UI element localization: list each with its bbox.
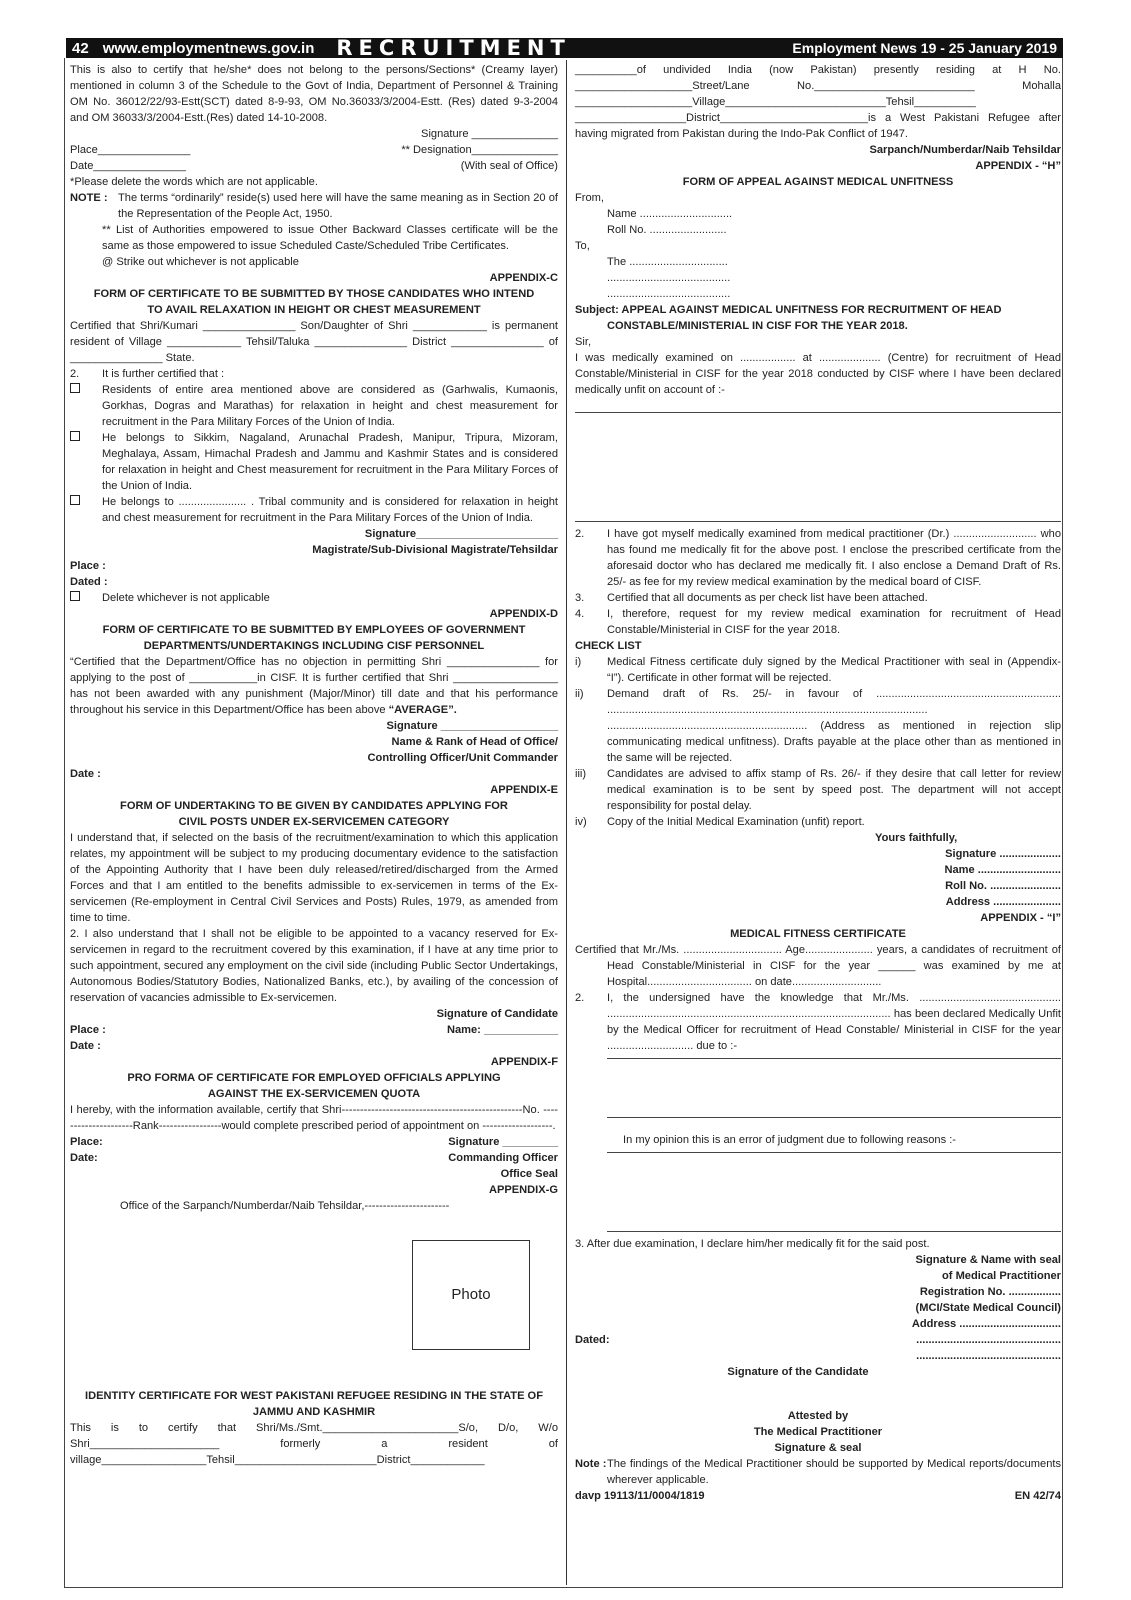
issue-date: Employment News 19 - 25 January 2019 [792, 40, 1057, 56]
place-line: Place_______________ [70, 144, 191, 156]
delete-note: *Please delete the words which are not applicable. [70, 176, 318, 188]
note-3: @ Strike out whichever is not applicable [102, 256, 299, 268]
appendix-c-dated: Dated : [70, 576, 108, 588]
en-code: EN 42/74 [1014, 1490, 1061, 1502]
dated-label: Dated: [575, 1334, 610, 1346]
appendix-e-label: APPENDIX-E [490, 784, 558, 796]
appendix-c-body: Certified that Shri/Kumari _______________ Son/Daughter of Shri ____________ is permanent resident of Village ____________ Tehsil/Taluka _______________ District _______________ of _______________ State. [70, 320, 558, 364]
closing-roll-no: Roll No. ....................... [945, 880, 1061, 892]
appendix-f-commanding-officer: Commanding Officer [448, 1152, 558, 1164]
checklist-heading: CHECK LIST [575, 640, 642, 652]
practitioner-address: Address ................................. [911, 1318, 1061, 1330]
appendix-d-label: APPENDIX-D [489, 608, 558, 620]
section-title: RECRUITMENT [336, 36, 571, 60]
yours-faithfully: Yours faithfully, [875, 832, 958, 844]
appendix-c-label: APPENDIX-C [489, 272, 558, 284]
appendix-f-place: Place: [70, 1136, 103, 1148]
checklist-item-3: Candidates are advised to affix stamp of Rs. 26/- if they desire that call letter for review medical examination is to be sent by speed post. The department will not accept responsibility for postal delay. [607, 768, 1061, 812]
appeal-para-3: Certified that all documents as per check list have been attached. [607, 592, 928, 604]
appendix-f-title: PRO FORMA OF CERTIFICATE FOR EMPLOYED OFFICIALS APPLYING AGAINST THE EX-SERVICEMEN QUOTA [127, 1072, 501, 1100]
council-label: (MCI/State Medical Council) [915, 1302, 1061, 1314]
closing-signature: Signature .................... [945, 848, 1061, 860]
identity-certificate-title: IDENTITY CERTIFICATE FOR WEST PAKISTANI REFUGEE RESIDING IN THE STATE OF JAMMU AND KASHMIR [85, 1390, 543, 1418]
dated-line-2: ............................................... [916, 1350, 1061, 1362]
note-label: NOTE : [70, 192, 108, 204]
registration-no: Registration No. ................. [919, 1286, 1061, 1298]
from-name: Name .............................. [607, 208, 733, 220]
appendix-d-controlling: Controlling Officer/Unit Commander [367, 752, 558, 764]
website-link[interactable]: www.employmentnews.gov.in [102, 39, 315, 57]
date-line: Date_______________ [70, 160, 186, 172]
appendix-e-name: Name: ____________ [446, 1024, 558, 1036]
appendix-c-signature: Signature_______________________ [364, 528, 558, 540]
appendix-c-item-3: He belongs to ...................... . Tribal community and is considered for relaxation in height and chest measurement for recruitment in the Para Military Forces of the Union of India. [102, 496, 558, 524]
appendix-f-body: I hereby, with the information available, certify that Shri-------------------------------------------------No. ---------------------Rank-----------------would complete prescribed period of appointment on -------------------. [70, 1104, 558, 1132]
identity-certificate-body: This is to certify that Shri/Ms./Smt.______________________S/o, D/o, W/o Shri_____________________ formerly a resident of village_________________Tehsil_______________________District____________ [70, 1422, 558, 1466]
opinion-line: In my opinion this is an error of judgment due to following reasons :- [623, 1134, 956, 1146]
appendix-e-para-2: 2. I also understand that I shall not be eligible to be appointed to a vacancy reserved for Ex-servicemen in regard to the recruitment covered by this examination, if I have at any time prior to such appointment, secured any employment on the civil side (including Public Sector Undertakings, Autonomous Bodies/Statutory Bodies, Nationalized Banks, etc.), by availing of the concession of reservation of vacancies admissible to Ex-servicemen. [70, 928, 558, 1004]
appendix-h-label: APPENDIX - “H” [975, 160, 1061, 172]
appendix-g-label: APPENDIX-G [488, 1184, 558, 1196]
left-column: This is also to certify that he/she* does not belong to the persons/Sections* (Creamy layer) mentioned in column 3 of the Schedule to the Govt of India, Department of Personnel & Training OM No. 36012/22/93-Estt(SCT) dated 8-9-93, OM No.36033/3/2004-Estt. (Res) dated 9-3-2004 and OM 36033/3/2004-Estt.(Res) dated 14-10-2008. Signature ______________ Place_______________ ** Designation______________ Date_______________ (With seal of Office) *Please delete the words which are not applicable. NOTE : The terms “ordinarily” reside(s) used here will have the same meaning as in Section 20 of the Representation of the People Act, 1950. ** List of Authorities empowered to issue Other Backward Classes certificate will be the same as those empowered to issue Scheduled Caste/Scheduled Tribe Certificates. @ Strike out whichever is not applicable APPENDIX-C FORM OF CERTIFICATE TO BE SUBMITTED BY THOSE CANDIDATES WHO INTEND TO AVAIL RELAXATION IN HEIGHT OR CHEST MEASUREMENT Certified that Shri/Kumari _______________ Son/Daughter of Shri ____________ is permanent resident of Village ____________ Tehsil/Taluka _______________ District _______________ of _______________ State. 2. It is further certified that : Residents of entire area mentioned above are considered as (Garhwalis, Kumaonis, Gorkhas, Dogras and Marathas) for relaxation in height and chest measurement for recruitment in the Para Military Forces of the Union of India. He belongs to Sikkim, Nagaland, Arunachal Pradesh, Manipur, Tripura, Mizoram, Meghalaya, Assam, Himachal Pradesh and Jammu and Kashmir States and is considered for relaxation in height and Chest measurement for recruitment in the Para Military Forces of the Union of India. He belongs to ...................... . Tribal community and is considered for relaxation in height and chest measurement for recruitment in the Para Military Forces of the Union of India. Signature_______________________ Magistrate/Sub-Divisional Magistrate/Tehsildar Place : Dated : Delete whichever is not applicable APPENDIX-D FORM OF CERTIFICATE TO BE SUBMITTED BY EMPLOYEES OF GOVERNMENT DEPARTMENTS/UNDERTAKINGS INCLUDING CISF PERSONNEL “Certified that the Department/Office has no objection in permitting Shri _______________ for applying to the post of ___________in CISF. It is further certified that Shri _________________ has not been awarded with any punishment (Major/Minor) till date and that his performance throughout his service in this Department/Office has been above “AVERAGE”. Signature ___________________ Name & Rank of Head of Office/ Controlling Officer/Unit Commander Date : APPENDIX-E FORM OF UNDERTAKING TO BE GIVEN BY CANDIDATES APPLYING FOR CIVIL POSTS UNDER EX-SERVICEMEN CATEGORY I understand that, if selected on the basis of the recruitment/examination to which this application relates, my appointment will be subject to my producing documentary evidence to the satisfaction of the Appointing Authority that I have been duly released/retired/discharged from the Armed Forces and that I am entitled to the benefits admissible to ex-servicemen in terms of the Ex-servicemen (Re-employment in Central Civil Services and Posts) Rules, 1979, as amended from time to time. 2. I also understand that I shall not be eligible to be appointed to a vacancy reserved for Ex-servicemen in regard to the recruitment covered by this examination, if I have at any time prior to such appointment, secured any employment on the civil side (including Public Sector Undertakings, Autonomous Bodies/Statutory Bodies, Nationalized Banks, etc.), by availing of the concession of reservation of vacancies admissible to Ex-servicemen. Signature of Candidate Place : Name: ____________ Date : APPENDIX-F PRO FORMA OF CERTIFICATE FOR EMPLOYED OFFICIALS APPLYING AGAINST THE EX-SERVICEMEN QUOTA I hereby, with the information available, certify that Shri-------------------------------------------------No. ---------------------Rank-----------------would complete prescribed period of appointment on -------------------. Place: Signature _________ Date: Commanding Officer Office Seal APPENDIX-G Office of the Sarpanch/Numberdar/Naib Tehsildar,----------------------- Photo IDENTITY CERTIFICATE FOR WEST PAKISTANI REFUGEE RESIDING IN THE STATE OF JAMMU AND KASHMIR This is to certify that Shri/Ms./Smt.______________________S/o, D/o, W/o Shri_____________________ formerly a resident of village_________________Tehsil_______________________District____________ [70, 64, 558, 1466]
appendix-e-date: Date : [70, 1040, 101, 1052]
appendix-d-title: FORM OF CERTIFICATE TO BE SUBMITTED BY EMPLOYEES OF GOVERNMENT DEPARTMENTS/UNDERTAKINGS INCLUDING CISF PERSONNEL [102, 624, 526, 652]
appendix-g-office: Office of the Sarpanch/Numberdar/Naib Tehsildar,----------------------- [120, 1200, 450, 1212]
appendix-c-magistrate: Magistrate/Sub-Divisional Magistrate/Tehsildar [312, 544, 558, 556]
to-label: To, [575, 240, 590, 252]
designation-line: ** Designation______________ [401, 144, 558, 156]
closing-name: Name ........................... [944, 864, 1061, 876]
medical-cert-para-2: I, the undersigned have the knowledge that Mr./Ms. .............................................. ............................................................................................ has been declared Medically Unfit by the Medical Officer for recruitment of Head Constable/ Ministerial in CISF for the year ............................ due to :- [607, 992, 1061, 1052]
appendix-h-title: FORM OF APPEAL AGAINST MEDICAL UNFITNESS [682, 176, 954, 188]
appeal-para-2: I have got myself medically examined from medical practitioner (Dr.) ........................... who has found me medically fit for the above post. I enclose the prescribed certificate from the aforesaid doctor who has declared me medically fit. I also enclose a Demand Draft of Rs. 25/- as fee for my review medical examination by the medical board of CISF. [607, 528, 1061, 588]
dated-line-1: ............................................... [916, 1334, 1061, 1346]
attesting-signature: Signature & seal [774, 1442, 862, 1454]
to-the: The ................................ [607, 256, 728, 268]
signature-line: Signature ______________ [421, 128, 558, 140]
appendix-d-date: Date : [70, 768, 101, 780]
appendix-c-further: It is further certified that : [102, 368, 225, 380]
appeal-body: I was medically examined on .................. at .................... (Centre) for recruitment of Head Constable/Ministerial in CISF for the year 2018 conducted by CISF where I have been declared medically unfit on account of :- [575, 352, 1061, 396]
appendix-i-label: APPENDIX - “I” [980, 912, 1061, 924]
creamy-layer-text: This is also to certify that he/she* does not belong to the persons/Sections* (Creamy layer) mentioned in column 3 of the Schedule to the Govt of India, Department of Personnel & Training OM No. 36012/22/93-Estt(SCT) dated 8-9-93, OM No.36033/3/2004-Estt. (Res) dated 9-3-2004 and OM 36033/3/2004-Estt.(Res) dated 14-10-2008. [70, 64, 558, 124]
note-2: ** List of Authorities empowered to issue Other Backward Classes certificate will be the same as those empowered to issue Scheduled Caste/Scheduled Tribe Certificates. [102, 224, 558, 252]
from-label: From, [575, 192, 604, 204]
checklist-item-1: Medical Fitness certificate duly signed by the Medical Practitioner with seal in (Appendix- “I”). Certificate in other format will be rejected. [607, 656, 1061, 684]
attested-by: Attested by [787, 1410, 849, 1422]
appendix-c-delete: Delete whichever is not applicable [102, 592, 270, 604]
medical-cert-para-1: Certified that Mr./Ms. ................................ Age...................... years, a candidates of recruitment of Head Constable/Ministerial in CISF for the year ______ was examined by me at Hospital.................................. on date............................. [575, 944, 1061, 988]
page-number: 42 [72, 39, 89, 57]
salutation: Sir, [575, 336, 592, 348]
appendix-e-title: FORM OF UNDERTAKING TO BE GIVEN BY CANDIDATES APPLYING FOR CIVIL POSTS UNDER EX-SERVICEMEN CATEGORY [120, 800, 508, 828]
appendix-c-title: FORM OF CERTIFICATE TO BE SUBMITTED BY THOSE CANDIDATES WHO INTEND TO AVAIL RELAXATION IN HEIGHT OR CHEST MEASUREMENT [93, 288, 535, 316]
subject-line: Subject: APPEAL AGAINST MEDICAL UNFITNESS FOR RECRUITMENT OF HEAD CONSTABLE/MINISTERIAL IN CISF FOR THE YEAR 2018. [575, 304, 1002, 332]
checkbox-icon [70, 495, 80, 505]
attesting-practitioner: The Medical Practitioner [753, 1426, 883, 1438]
checkbox-icon [70, 383, 80, 393]
page-header [66, 38, 1063, 58]
appendix-f-signature: Signature _________ [448, 1136, 558, 1148]
appendix-c-place: Place : [70, 560, 106, 572]
seal-note: (With seal of Office) [460, 160, 558, 172]
declaration-line: 3. After due examination, I declare him/her medically fit for the said post. [575, 1238, 930, 1250]
closing-address: Address ...................... [945, 896, 1061, 908]
checklist-item-4: Copy of the Initial Medical Examination (unfit) report. [607, 816, 865, 828]
davp-code: davp 19113/11/0004/1819 [575, 1490, 705, 1502]
appendix-c-item-2: He belongs to Sikkim, Nagaland, Arunachal Pradesh, Manipur, Tripura, Mizoram, Meghalaya, Assam, Himachal Pradesh and Jammu and Kashmir States and is considered for relaxation in height and Chest measurement for recruitment in the Para Military Forces of the Union of India. [102, 432, 558, 492]
checkbox-icon [70, 591, 80, 601]
to-line-1: ........................................ [607, 272, 731, 284]
appendix-c-item-1: Residents of entire area mentioned above are considered as (Garhwalis, Kumaonis, Gorkhas, Dogras and Marathas) for relaxation in height and chest measurement for recruitment in the Para Military Forces of the Union of India. [102, 384, 558, 428]
appendix-i-title: MEDICAL FITNESS CERTIFICATE [730, 928, 906, 940]
appendix-f-seal: Office Seal [500, 1168, 558, 1180]
final-note: The findings of the Medical Practitioner should be supported by Medical reports/documents wherever applicable. [607, 1458, 1061, 1486]
identity-certificate-continued: __________of undivided India (now Pakistan) presently residing at H No. ___________________Street/Lane No.__________________________ Mohalla ___________________Village__________________________Tehsil__________ __________________District________________________is a West Pakistani Refugee after having migrated from Pakistan during the Indo-Pak Conflict of 1947. [575, 64, 1061, 140]
appendix-f-date: Date: [70, 1152, 98, 1164]
practitioner-label: of Medical Practitioner [942, 1270, 1061, 1282]
photo-box: Photo [412, 1240, 530, 1350]
sarpanch-signatory: Sarpanch/Numberdar/Naib Tehsildar [869, 144, 1061, 156]
appeal-para-4: I, therefore, request for my review medical examination for recruitment of Head Constable/Ministerial in CISF for the year 2018. [607, 608, 1061, 636]
appendix-f-label: APPENDIX-F [490, 1056, 558, 1068]
note-1: The terms “ordinarily” reside(s) used here will have the same meaning as in Section 20 of the Representation of the People Act, 1950. [118, 192, 558, 220]
checklist-item-2: Demand draft of Rs. 25/- in favour of ............................................................ ........................................................................................................ ................................................................. (Address as mentioned in rejection slip communicating medical unfitness). Drafts payable at the place other than as mentioned in the same will be rejected. [607, 688, 1061, 764]
right-column: __________of undivided India (now Pakistan) presently residing at H No. ___________________Street/Lane No.__________________________ Mohalla ___________________Village__________________________Tehsil__________ __________________District________________________is a West Pakistani Refugee after having migrated from Pakistan during the Indo-Pak Conflict of 1947. Sarpanch/Numberdar/Naib Tehsildar APPENDIX - “H” FORM OF APPEAL AGAINST MEDICAL UNFITNESS From, Name .............................. Roll No. ......................... To, The ................................ ........................................ ........................................ Subject: APPEAL AGAINST MEDICAL UNFITNESS FOR RECRUITMENT OF HEAD CONSTABLE/MINISTERIAL IN CISF FOR THE YEAR 2018. Sir, I was medically examined on .................. at .................... (Centre) for recruitment of Head Constable/Ministerial in CISF for the year 2018 conducted by CISF where I have been declared medically unfit on account of :- 2. I have got myself medically examined from medical practitioner (Dr.) ........................... who has found me medically fit for the above post. I enclose the prescribed certificate from the aforesaid doctor who has declared me medically fit. I also enclose a Demand Draft of Rs. 25/- as fee for my review medical examination by the medical board of CISF. 3. Certified that all documents as per check list have been attached. 4. I, therefore, request for my review medical examination for recruitment of Head Constable/Ministerial in CISF for the year 2018. CHECK LIST i) Medical Fitness certificate duly signed by the Medical Practitioner with seal in (Appendix- “I”). Certificate in other format will be rejected. ii) Demand draft of Rs. 25/- in favour of ............................................................ ........................................................................................................ ................................................................. (Address as mentioned in rejection slip communicating medical unfitness). Drafts payable at the place other than as mentioned in the same will be rejected. iii) Candidates are advised to affix stamp of Rs. 26/- if they desire that call letter for review medical examination is to be sent by speed post. The department will not accept responsibility for postal delay. iv) Copy of the Initial Medical Examination (unfit) report. Yours faithfully, Signature .................... Name ........................... Roll No. ....................... Address ...................... APPENDIX - “I” MEDICAL FITNESS CERTIFICATE Certified that Mr./Ms. ................................ Age...................... years, a candidates of recruitment of Head Constable/Ministerial in CISF for the year ______ was examined by me at Hospital.................................. on date............................. 2. I, the undersigned have the knowledge that Mr./Ms. .............................................. ............................................................................................ has been declared Medically Unfit by the Medical Officer for recruitment of Head Constable/ Ministerial in CISF for the year ............................ due to :- In my opinion this is an error of judgment due to following reasons :- 3. After due examination, I declare him/her medically fit for the said post. Signature & Name with seal of Medical Practitioner Registration No. ................. (MCI/State Medical Council) Address ................................. Dated: ............................................... ............................................... Signature of the Candidate Attested by The Medical Practitioner Signature & seal Note : The findings of the Medical Practitioner should be supported by Medical reports/documents wherever applicable. davp 19113/11/0004/1819 EN 42/74 [575, 64, 1061, 1502]
candidate-signature: Signature of the Candidate [727, 1366, 869, 1378]
appendix-e-place: Place : [70, 1024, 106, 1036]
appendix-d-name-rank: Name & Rank of Head of Office/ [391, 736, 558, 748]
column-divider [566, 60, 567, 1585]
to-line-2: ........................................ [607, 288, 731, 300]
appendix-e-signature: Signature of Candidate [436, 1008, 558, 1020]
appendix-e-para-1: I understand that, if selected on the basis of the recruitment/examination to which this application relates, my appointment will be subject to my producing documentary evidence to the satisfaction of the Appointing Authority that I have been duly released/retired/discharged from the Armed Forces and that I am entitled to the benefits admissible to ex-servicemen in terms of the Ex-servicemen (Re-employment in Central Civil Services and Posts) Rules, 1979, as amended from time to time. [70, 832, 558, 924]
practitioner-signature: Signature & Name with seal [915, 1254, 1061, 1266]
blank-line [575, 398, 1061, 413]
appendix-d-body: “Certified that the Department/Office has no objection in permitting Shri _______________ for applying to the post of ___________in CISF. It is further certified that Shri _________________ has not been awarded with any punishment (Major/Minor) till date and that his performance throughout his service in this Department/Office has been above “AVERAGE”. [70, 656, 558, 716]
checkbox-icon [70, 431, 80, 441]
appendix-d-signature: Signature ___________________ [386, 720, 558, 732]
from-roll-no: Roll No. ......................... [607, 224, 727, 236]
